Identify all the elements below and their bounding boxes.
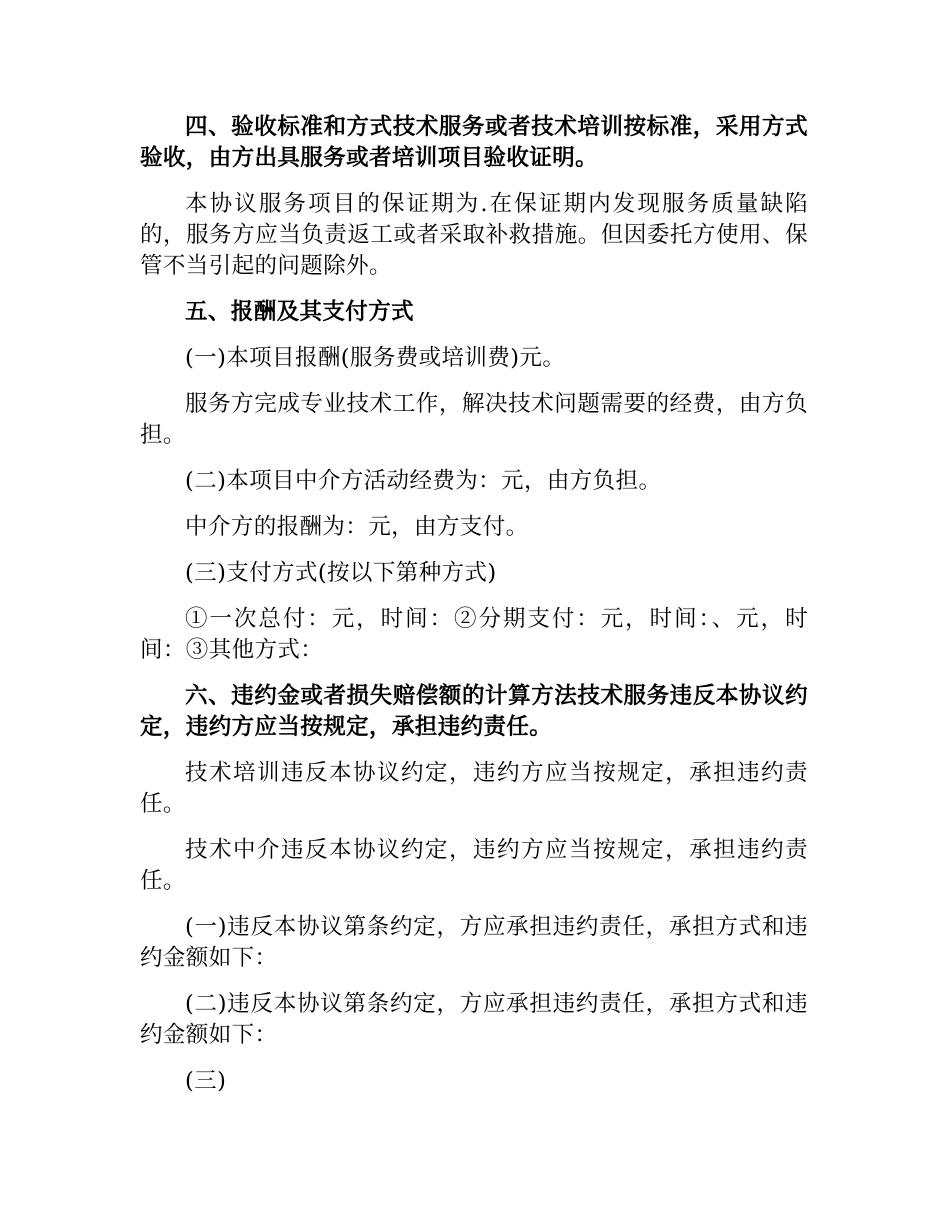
paragraph-intermediary-breach: 技术中介违反本协议约定，违约方应当按规定，承担违约责任。: [140, 837, 808, 894]
paragraph-warranty: 本协议服务项目的保证期为.在保证期内发现服务质量缺陷的，服务方应当负责返工或者采取补救措施。但因委托方使用、保管不当引起的问题除外。: [140, 191, 808, 279]
document-page: [140, 112, 808, 1112]
paragraph-breach-clause-3: (三): [185, 1068, 227, 1094]
paragraph-remuneration: (一)本项目报酬(服务费或培训费)元。: [185, 345, 566, 371]
section-heading-acceptance: 四、验收标准和方式技术服务或者技术培训按标准，采用方式验收，由方出具服务或者培训项目验收证明。: [140, 114, 808, 171]
paragraph-breach-clause-2: (二)违反本协议第条约定，方应承担违约责任，承担方式和违约金额如下：: [140, 991, 808, 1048]
paragraph-intermediary-expenses: (二)本项目中介方活动经费为：元，由方负担。: [185, 468, 662, 494]
paragraph-payment-options: ①一次总付：元，时间：②分期支付：元，时间：、元，时间：③其他方式：: [140, 606, 808, 663]
paragraph-payment-method: (三)支付方式(按以下第种方式): [185, 560, 497, 586]
paragraph-breach-clause-1: (一)违反本协议第条约定，方应承担违约责任，承担方式和违约金额如下：: [140, 914, 808, 971]
paragraph-intermediary-fee: 中介方的报酬为：元，由方支付。: [185, 514, 529, 540]
section-heading-liquidated-damages: 六、违约金或者损失赔偿额的计算方法技术服务违反本协议约定，违约方应当按规定，承担违约责任。: [140, 683, 808, 740]
paragraph-expenses: 服务方完成专业技术工作，解决技术问题需要的经费，由方负担。: [140, 391, 808, 448]
paragraph-training-breach: 技术培训违反本协议约定，违约方应当按规定，承担违约责任。: [140, 760, 808, 817]
section-heading-payment: 五、报酬及其支付方式: [185, 299, 415, 325]
